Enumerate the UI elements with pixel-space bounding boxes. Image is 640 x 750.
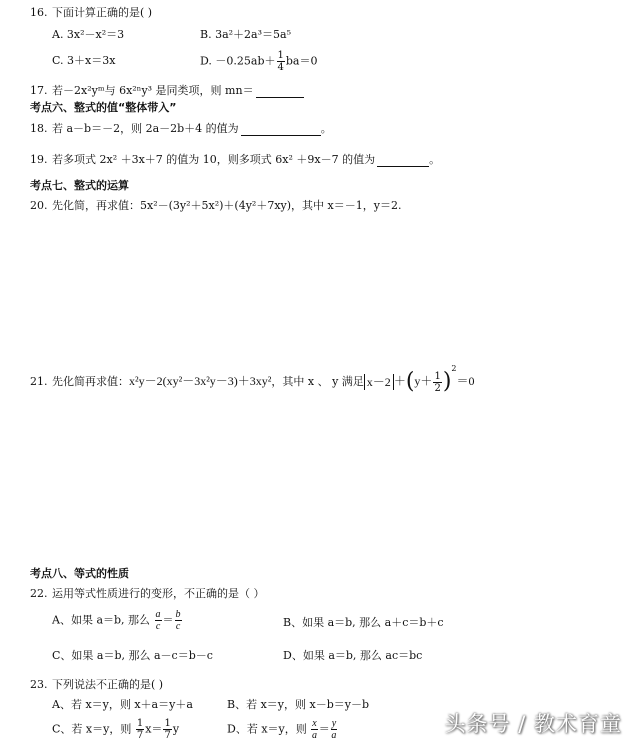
answer-blank [241,123,321,136]
section-heading-8: 考点八、等式的性质 [30,567,129,580]
left-paren: ( [405,369,415,394]
question-text: 先化简再求值： [52,375,129,388]
fraction-numerator: b [175,609,181,620]
question-20-stem [30,199,401,213]
fraction-denominator: a [311,730,317,741]
q16-option-b: B. 3a²＋2a³＝5a⁵ [200,28,291,41]
absolute-value: x－2 [364,374,394,390]
math-expression: y [172,722,180,736]
fraction [163,718,171,741]
fraction [331,718,337,741]
fraction-denominator: a [331,730,337,741]
question-19-stem [30,153,440,167]
math-expression: ＝0 [456,374,475,388]
punctuation: 。 [320,122,332,135]
q22-option-d: D、如果 a＝b, 那么 ac＝bc [283,649,423,662]
fraction [433,371,441,394]
q16-option-d [200,50,318,73]
q23-option-b: B、若 x＝y，则 x－b＝y－b [227,698,369,711]
question-text: 若 a－b＝－2，则 2a－2b＋4 的值为 [52,122,239,135]
q16-option-a: A. 3x²－x²＝3 [52,28,125,41]
question-22-stem [30,587,265,601]
q23-option-a: A、若 x＝y，则 x＋a＝y＋a [52,698,193,711]
watermark: 头条号 / 教术育童 [444,712,622,736]
option-text: D、若 x＝y，则 [227,722,307,736]
math-operator: ＝ [318,722,330,736]
answer-blank [256,85,304,98]
question-17-stem [30,84,304,98]
math-operator: ＝ [162,613,174,627]
question-number: 20. [30,199,48,212]
math-expression: y＋ [414,374,433,388]
fraction [277,50,285,73]
question-number: 21. [30,375,48,388]
section-heading-6: 考点六、整式的值“整体带入” [30,101,177,114]
question-text: ，其中 x 、 y 满足 [271,375,364,388]
option-text: C、若 x＝y，则 [52,722,132,736]
fraction-numerator: x [312,718,317,729]
fraction-denominator: 4 [277,62,284,73]
section-heading-7: 考点七、整式的运算 [30,179,129,192]
fraction-numerator: 1 [434,370,441,382]
fraction [155,609,162,632]
fraction [136,718,144,741]
question-number: 16. [30,6,48,19]
option-text: ba＝0 [285,54,318,68]
question-number: 17. [30,84,48,97]
question-text: 先化简，再求值：5x²－(3y²＋5x²)＋(4y²＋7xy)，其中 x＝－1，y＝2. [52,199,402,212]
question-21-stem [30,356,475,395]
q16-option-c: C. 3＋x＝3x [52,54,116,67]
option-text: A、如果 a＝b, 那么 [52,613,151,627]
answer-blank [377,154,429,167]
right-paren: ) [442,369,452,394]
fraction-numerator: 1 [164,718,171,729]
question-text: 下列说法不正确的是( ) [52,678,164,691]
fraction-denominator: 2 [434,382,441,394]
punctuation: 。 [429,153,441,166]
fraction-numerator: 1 [277,50,284,61]
question-16-stem [30,6,152,20]
fraction-denominator: 7 [164,730,171,741]
math-operator: ＋ [393,374,406,388]
fraction [175,609,182,632]
question-text: 若多项式 2x² ＋3x＋7 的值为 10，则多项式 6x² ＋9x－7 的值为 [52,153,376,166]
fraction-denominator: 7 [136,730,144,741]
fraction-numerator: y [331,718,337,729]
q23-option-d [227,718,338,741]
fraction-denominator: c [155,621,161,632]
fraction-numerator: 1 [136,718,144,729]
question-number: 23. [30,678,48,691]
q22-option-b: B、如果 a＝b, 那么 a＋c＝b＋c [283,616,444,629]
question-text: 运用等式性质进行的变形，不正确的是（ ） [52,587,265,600]
question-18-stem [30,122,332,136]
fraction-numerator: a [155,609,161,620]
fraction-denominator: c [175,621,181,632]
question-number: 22. [30,587,48,600]
q22-option-a [52,609,183,632]
question-number: 19. [30,153,48,166]
question-23-stem [30,678,163,692]
option-text: D. －0.25ab＋ [200,54,276,68]
q22-option-c: C、如果 a＝b, 那么 a－c＝b－c [52,649,213,662]
fraction [311,718,317,741]
math-expression: x²y－2(xy²－3x²y－3)＋3xy² [129,374,272,388]
exponent: 2 [451,364,457,373]
question-number: 18. [30,122,48,135]
q23-option-c [52,718,179,741]
math-expression: x＝ [145,722,163,736]
question-text: 若－2x²yᵐ与 6x²ⁿy³ 是同类项，则 mn＝ [52,84,254,97]
question-text: 下面计算正确的是( ) [52,6,153,19]
